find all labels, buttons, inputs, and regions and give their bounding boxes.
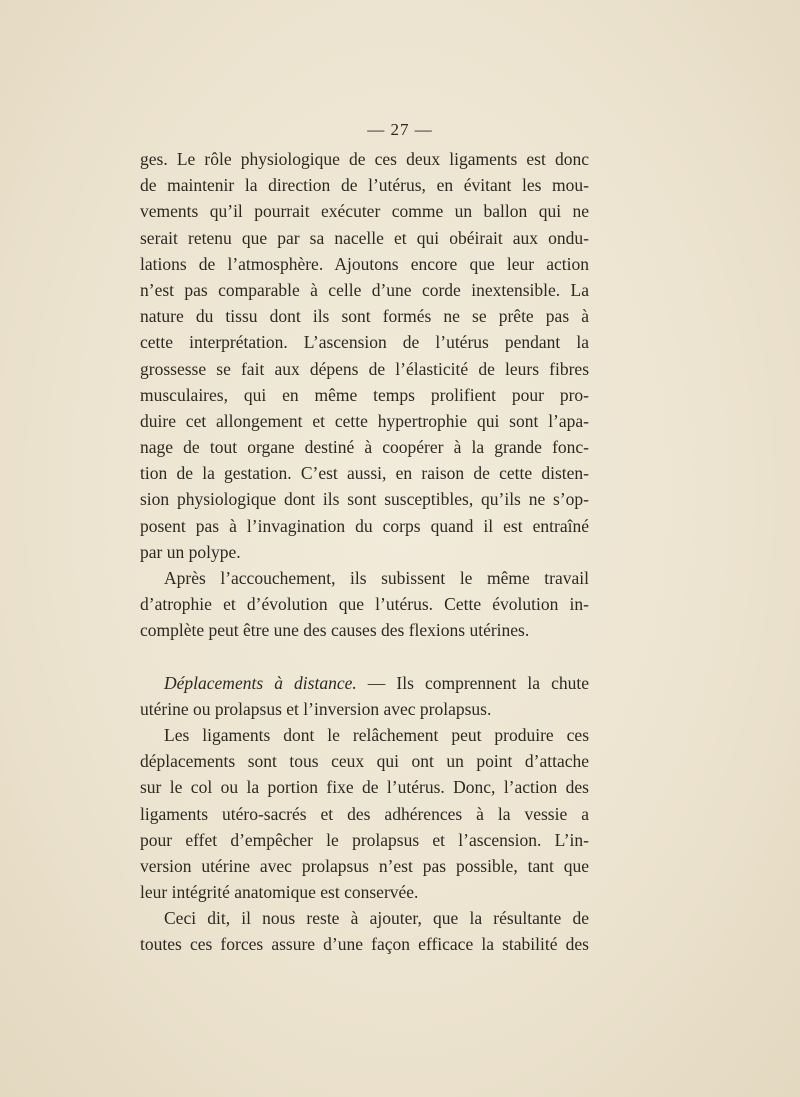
text-line: sion physiologique dont ils sont susceptibles, qu’ils ne s’op- [140,489,589,510]
text-line: Après l’accouchement, ils subissent le même travail [164,568,589,588]
text-line: cette interprétation. L’ascension de l’utérus pendant la [140,332,589,353]
text-line: toutes ces forces assure d’une façon efficace la stabilité des [140,934,589,955]
text-line: pour effet d’empêcher le prolapsus et l’ascension. L’in- [140,829,589,850]
text-line: par un polype. [140,541,241,562]
body-text [140,146,589,958]
text-line: vements qu’il pourrait exécuter comme un ballon qui ne [140,201,589,222]
text-run: — Ils comprennent la chute [356,672,589,693]
text-line: n’est pas comparable à celle d’une corde inextensible. La [140,279,589,300]
paragraph [140,146,589,565]
text-line: nature du tissu dont ils sont formés ne se prête pas à [140,306,589,327]
text-line: Les ligaments dont le relâchement peut produire ces [164,724,589,745]
text-line: Ceci dit, il nous reste à ajouter, que la résultante de [164,908,589,929]
text-line: posent pas à l’invagination du corps quand il est entraîné [140,515,589,536]
text-line: de maintenir la direction de l’utérus, en évitant les mou- [140,175,589,196]
section-heading: Déplacements à distance. [164,672,357,693]
page-number: — 27 — [367,120,433,139]
paragraph [140,565,589,644]
text-line: musculaires, qui en même temps prolifient pour pro- [140,384,589,405]
text-line: d’atrophie et d’évolution que l’utérus. Cette évolution in- [140,594,589,615]
text-line: ges. Le rôle physiologique de ces deux ligaments est donc [140,149,589,169]
text-line: utérine ou prolapsus et l’inversion avec prolapsus. [140,698,492,719]
text-line [140,670,589,696]
text-line: complète peut être une des causes des flexions utérines. [140,620,530,641]
text-line: serait retenu que par sa nacelle et qui obéirait aux ondu- [140,227,589,248]
paragraph [140,905,589,957]
text-line: lations de l’atmosphère. Ajoutons encore que leur action [140,253,589,274]
text-line: leur intégrité anatomique est conservée. [140,882,419,903]
text-line: version utérine avec prolapsus n’est pas possible, tant que [140,855,589,876]
text-line: duire cet allongement et cette hypertrophie qui sont l’apa- [140,410,589,431]
text-line: déplacements sont tous ceux qui ont un point d’attache [140,751,589,772]
text-line: tion de la gestation. C’est aussi, en raison de cette disten- [140,463,589,484]
paragraph [140,722,589,905]
text-line: sur le col ou la portion fixe de l’utérus. Donc, l’action des [140,777,589,798]
text-line: ligaments utéro-sacrés et des adhérences à la vessie a [140,803,589,824]
paragraph [140,670,589,722]
text-line: grossesse se fait aux dépens de l’élasticité de leurs fibres [140,358,589,379]
text-line: nage de tout organe destiné à coopérer à la grande fonc- [140,437,589,458]
paragraph-gap [140,644,589,670]
